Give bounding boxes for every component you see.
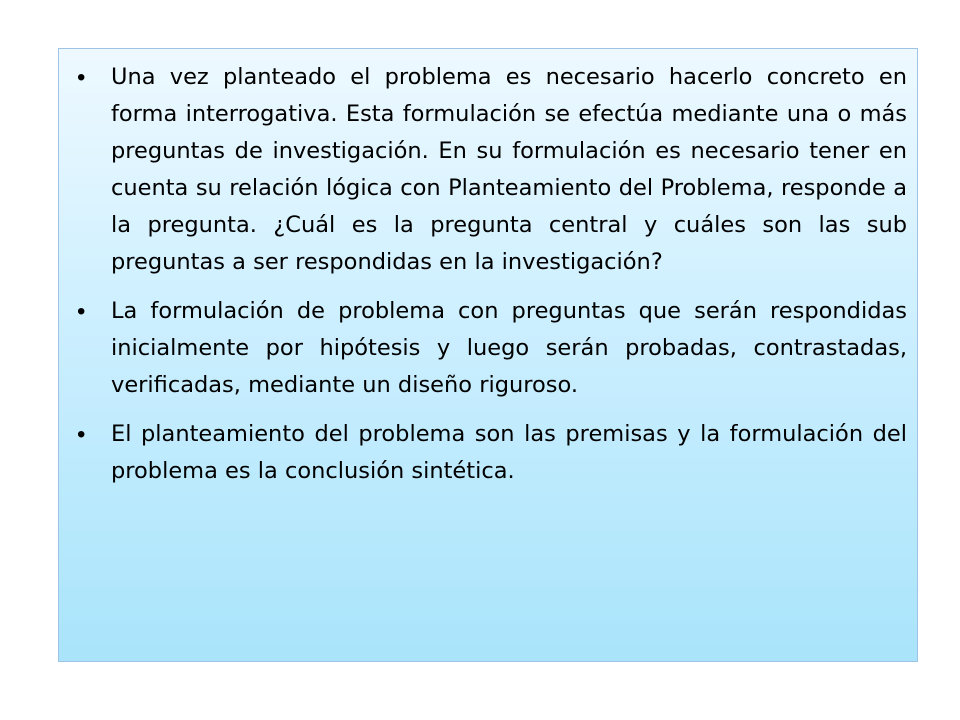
- bullet-text-1: Una vez planteado el problema es necesario hacerlo concreto en forma interrogativa. Esta formulación se efectúa mediante una o más preguntas de investigación. En su formulación es necesario tener en cuenta su relación lógica con Planteamiento del Problema, responde a la pregunta. ¿Cuál es la pregunta central y cuáles son las sub preguntas a ser respondidas en la investigación?: [111, 64, 907, 275]
- bullet-item-3: [69, 416, 907, 490]
- content-text-box: [58, 48, 918, 662]
- bullet-icon: •: [77, 64, 86, 91]
- bullet-text-2: La formulación de problema con preguntas que serán respondidas inicialmente por hipótesis y luego serán probadas, contrastadas, verificadas, mediante un diseño riguroso.: [111, 298, 907, 398]
- bullet-item-1: [69, 59, 907, 281]
- bullet-text-3: El planteamiento del problema son las premisas y la formulación del problema es la conclusión sintética.: [111, 421, 907, 484]
- bullet-icon: •: [77, 298, 86, 325]
- bullet-item-2: [69, 293, 907, 404]
- bullet-list: [69, 59, 907, 490]
- bullet-icon: •: [77, 421, 86, 448]
